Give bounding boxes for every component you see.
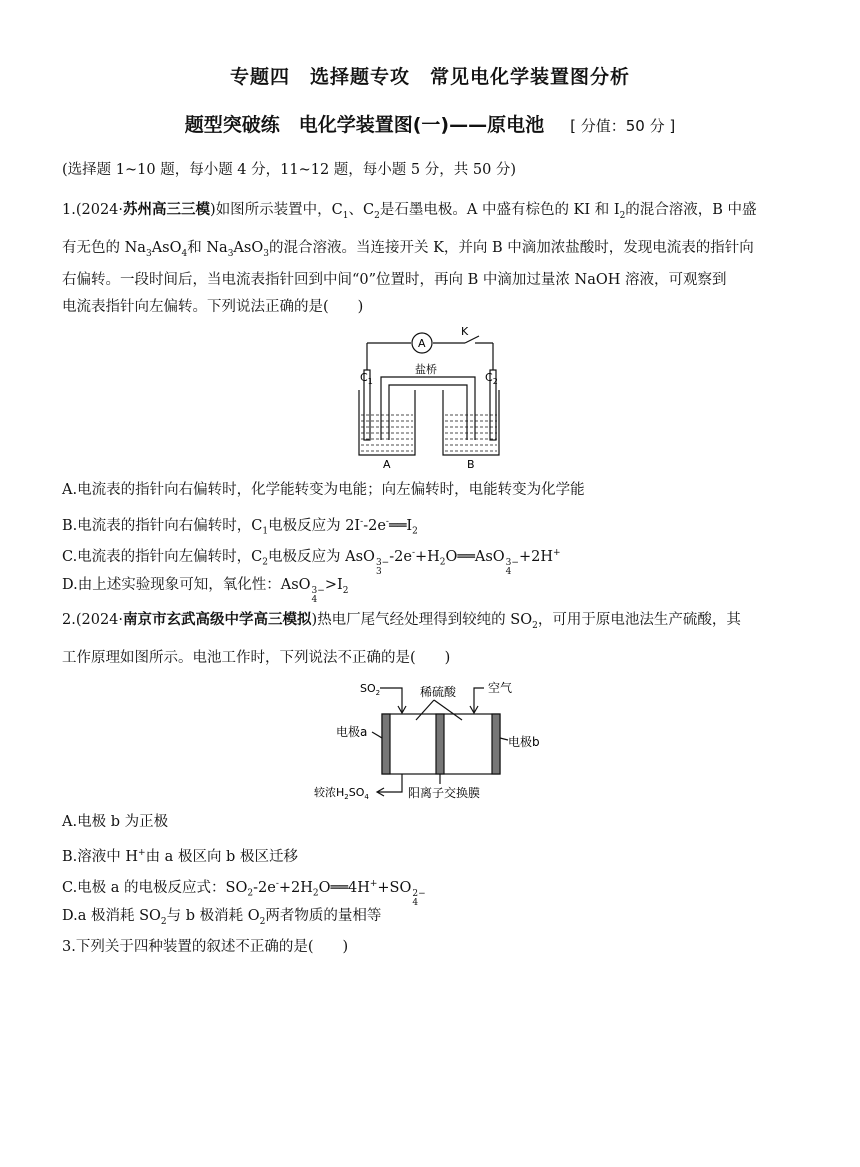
electrode-c2-label: $C_2$ [485,371,498,386]
electrode-a-label: 电极a [336,725,368,739]
q2-option-d: D.a 极消耗 $SO_2$与 b 极消耗 $O_2$两者物质的量相等 [62,908,382,927]
q2-option-a: A.电极 b 为正极 [62,814,169,830]
q2-option-c: C.电极 a 的电极反应式：$SO_2-2e^-+2H_2O══4H^++SO$ 2− 4 [62,879,426,908]
salt-bridge-label: 盐桥 [415,363,437,376]
q2-stem-line-1: 2.(2024·南京市玄武高级中学高三模拟)热电厂尾气经处理得到较纯的 $SO_2$，可用于原电池法生产硫酸，其 [62,612,741,631]
electrode-b-label: 电极b [508,735,540,749]
air-label: 空气 [488,681,513,695]
title-main: 题型突破练 电化学装置图(一)——原电池 [184,114,545,136]
switch-label: K [461,325,469,338]
acid-label: 稀硫酸 [420,685,457,699]
beaker-b-label: B [467,458,475,471]
q1-stem-line-3: 右偏转。一段时间后，当电流表指针回到中间“0”位置时，再向 B 中滴加过量浓 NaOH 溶液，可观察到 [62,272,727,288]
title-line-1: 专题四 选择题专攻 常见电化学装置图分析 [229,66,630,88]
q1-stem-line-1: 1.(2024·苏州高三三模)如图所示装置中，$C_1$、$C_2$是石墨电极。A 中盛有棕色的 KI 和 $I_2$的混合溶液，B 中盛 [62,202,757,221]
q1-figure [355,325,505,475]
beaker-a-label: A [383,458,391,471]
q1-option-d: D.由上述实验现象可知，氧化性：AsO 3− 4 $>I_2$ [62,577,349,605]
membrane-label: 阳离子交换膜 [408,786,481,800]
q2-option-b: B.溶液中 H+由 a 极区向 b 极区迁移 [62,848,298,865]
q1-stem-line-2: 有无色的 $Na_3AsO_4$和 $Na_3AsO_3$的混合溶液。当连接开关 K，并向 B 中滴加浓盐酸时，发现电流表的指针向 [62,240,754,259]
q2-figure [312,676,552,804]
q1-option-c: C.电流表的指针向左偏转时，$C_2$电极反应为 AsO 3− 3 $-2e^-+H_2O══AsO$ 3− 4 +2H+ [62,548,561,577]
instructions: (选择题 1~10 题，每小题 4 分，11~12 题，每小题 5 分，共 50 分) [62,162,517,178]
product-label: 较浓$H_2SO_4$ [314,786,369,801]
title-line-2 [0,110,860,137]
q1-option-a: A.电流表的指针向右偏转时，化学能转变为电能；向左偏转时，电能转变为化学能 [62,482,585,498]
score-label: [ 分值：50 分 ] [570,117,676,135]
q1-option-b: B.电流表的指针向右偏转时，$C_1$电极反应为 $2I^--2e^-══I_2$ [62,517,418,537]
so2-label: $SO_2$ [360,682,381,697]
q1-stem-line-4: 电流表指针向左偏转。下列说法正确的是( ) [62,299,364,315]
ammeter-label: A [418,337,426,350]
q3-stem: 3.下列关于四种装置的叙述不正确的是( ) [62,939,349,955]
electrode-c1-label: $C_1$ [360,371,373,386]
salt-bridge-icon [381,377,475,440]
q2-stem-line-2: 工作原理如图所示。电池工作时，下列说法不正确的是( ) [62,650,451,666]
